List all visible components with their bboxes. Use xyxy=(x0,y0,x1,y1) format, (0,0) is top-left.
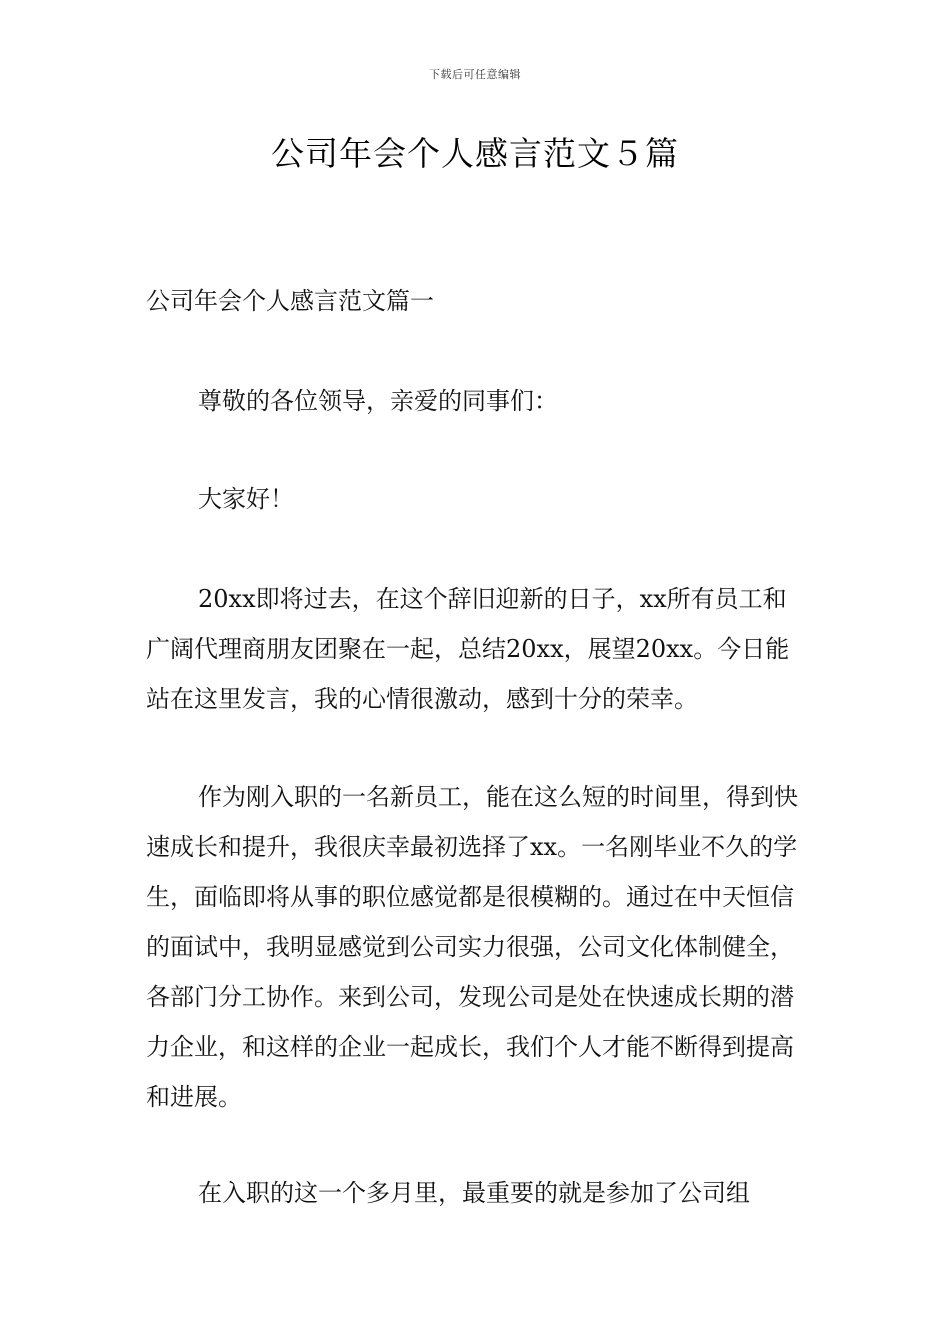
body-paragraph: 在入职的这一个多月里，最重要的就是参加了公司组 xyxy=(198,1179,750,1207)
section-heading: 公司年会个人感言范文篇一 xyxy=(146,287,434,315)
header-note: 下载后可任意编辑 xyxy=(429,68,521,81)
page-title: 公司年会个人感言范文５篇 xyxy=(271,134,679,173)
body-paragraph: 作为刚入职的一名新员工，能在这么短的时间里，得到快速成长和提升，我很庆幸最初选择了xx。一名刚毕业不久的学生，面临即将从事的职位感觉都是很模糊的。通过在中天恒信的面试中，我明显感觉到公司实力很强，公司文化体制健全，各部门分工协作。来到公司，发现公司是处在快速成长期的潜力企业，和这样的企业一起成长，我们个人才能不断得到提高和进展。 xyxy=(146,783,798,1111)
greeting-line: 尊敬的各位领导，亲爱的同事们： xyxy=(198,387,558,415)
hello-line: 大家好！ xyxy=(198,485,294,513)
body-paragraph: 20xx即将过去，在这个辞旧迎新的日子，xx所有员工和广阔代理商朋友团聚在一起，总结20xx，展望20xx。今日能站在这里发言，我的心情很激动，感到十分的荣幸。 xyxy=(146,585,790,713)
